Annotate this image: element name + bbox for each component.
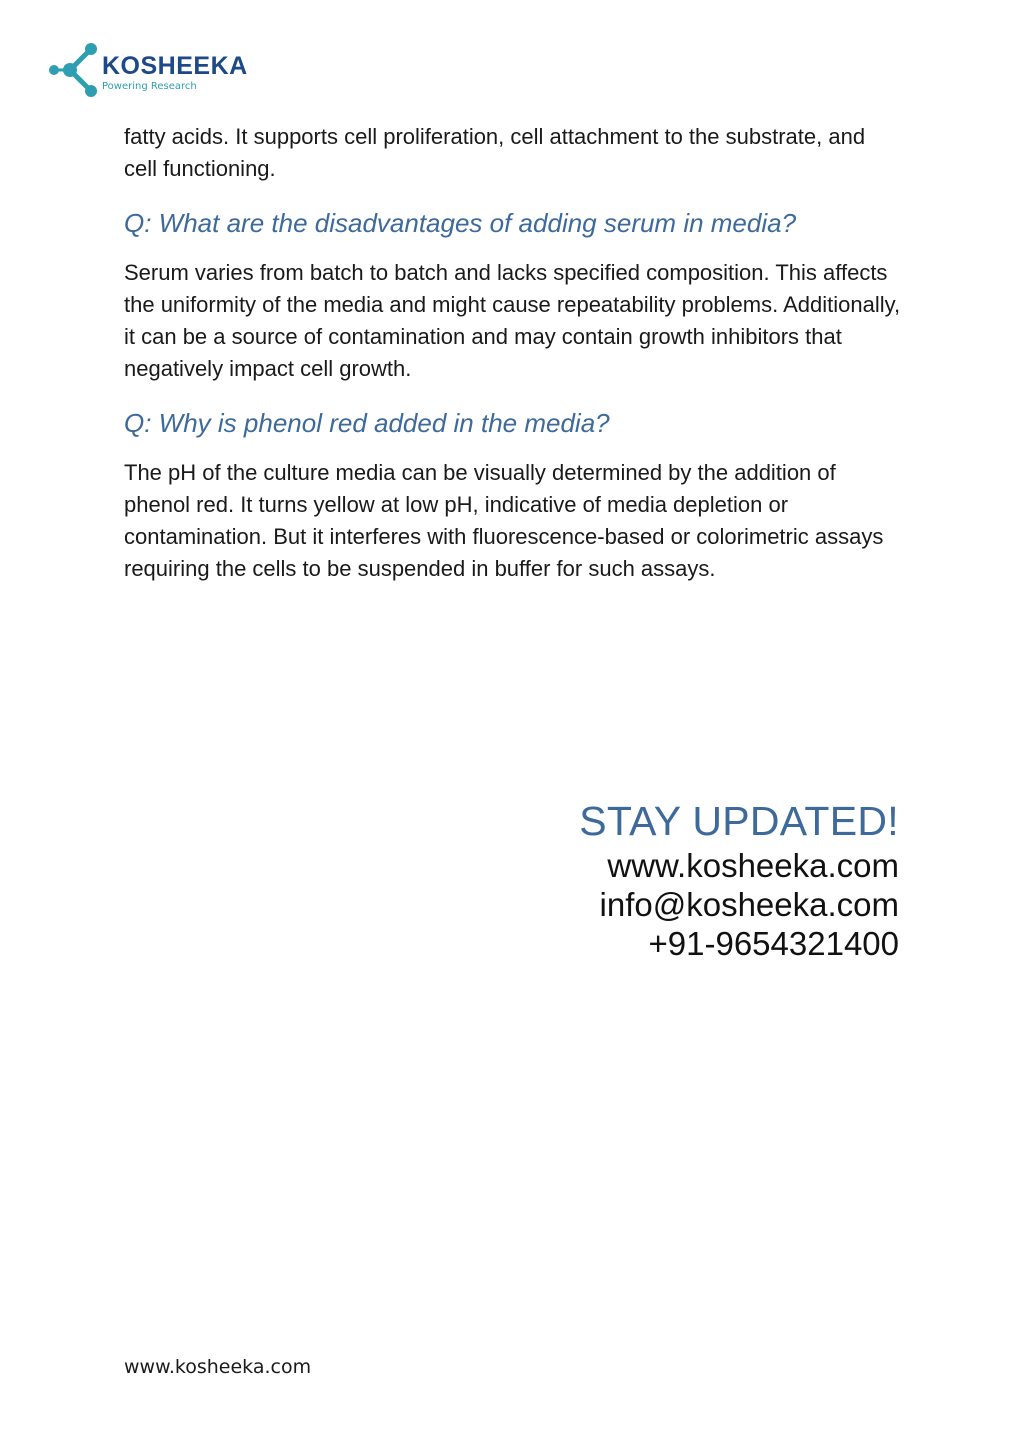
phone-number[interactable]: +91-9654321400 — [648, 925, 899, 962]
contact-block — [579, 796, 899, 963]
question-heading: Q: Why is phenol red added in the media? — [124, 408, 610, 438]
intro-paragraph: fatty acids. It supports cell proliferation, cell attachment to the substrate, and cell functioning. — [124, 124, 866, 181]
brand-logo[interactable] — [48, 40, 278, 100]
answer-paragraph: Serum varies from batch to batch and lacks specified composition. This affects the uniformity of the media and might cause repeatability problems. Additionally, it can be a source of contamination and may contain growth inhibitors that negatively impact cell growth. — [124, 260, 901, 381]
footer-website-link[interactable]: www.kosheeka.com — [124, 1356, 312, 1378]
website-link[interactable]: www.kosheeka.com — [607, 847, 899, 884]
main-content — [124, 121, 904, 585]
answer-paragraph: The pH of the culture media can be visually determined by the addition of phenol red. It turns yellow at low pH, indicative of media depletion or contamination. But it interferes with fluorescence-based or colorimetric assays requiring the cells to be suspended in buffer for such assays. — [124, 460, 884, 581]
logo-name: KOSHEEKA — [102, 52, 248, 80]
stay-updated-heading: STAY UPDATED! — [579, 798, 899, 844]
logo-tagline: Powering Research — [102, 81, 197, 92]
email-link[interactable]: info@kosheeka.com — [599, 886, 899, 923]
question-heading: Q: What are the disadvantages of adding serum in media? — [124, 208, 797, 238]
molecule-logo-icon — [48, 40, 104, 100]
